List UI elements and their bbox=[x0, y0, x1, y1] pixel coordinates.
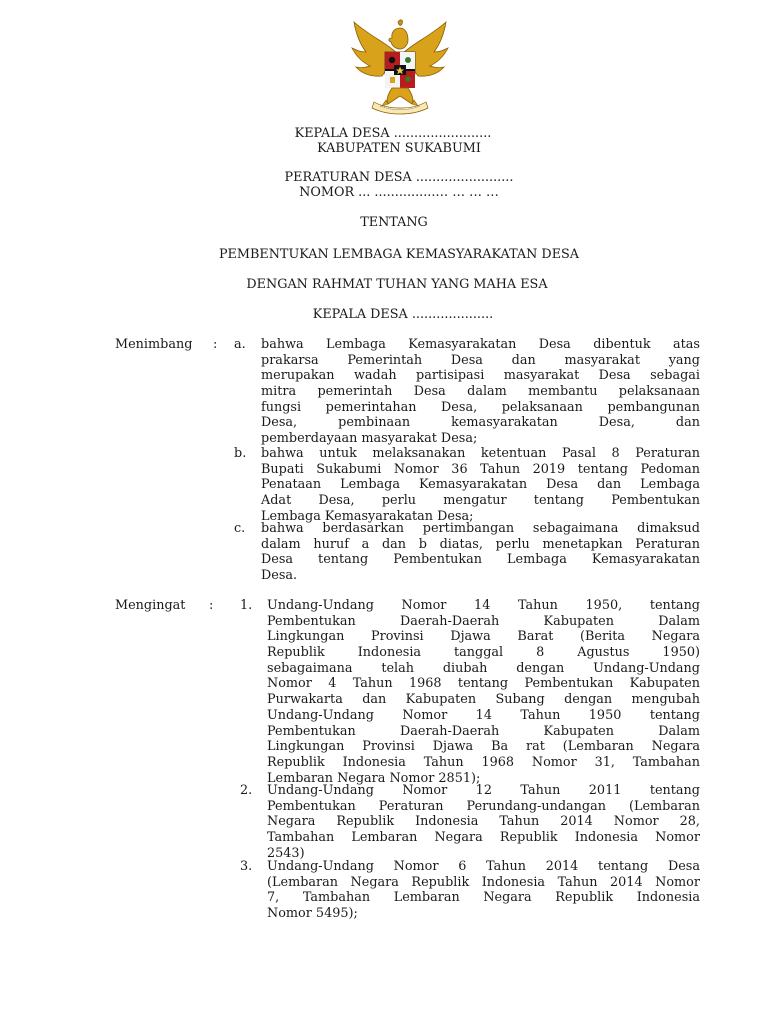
text-line: Penataan Lembaga Kemasyarakatan Desa dan Lembaga bbox=[261, 477, 700, 493]
text-line: bahwa Lembaga Kemasyarakatan Desa dibentuk atas bbox=[261, 337, 700, 352]
text-line: dalam huruf a dan b diatas, perlu menetapkan Peraturan bbox=[261, 536, 700, 552]
text-line: pemberdayaan masyarakat Desa; bbox=[261, 431, 478, 447]
text-line: sebagaimana telah diubah dengan Undang-Undang bbox=[267, 660, 700, 676]
text-line: (Lembaran Negara Republik Indonesia Tahun 2014 Nomor bbox=[267, 874, 700, 890]
mengingat-item-1 bbox=[267, 598, 700, 786]
mengingat-item-3 bbox=[267, 859, 700, 922]
text-line: Bupati Sukabumi Nomor 36 Tahun 2019 tentang Pedoman bbox=[261, 461, 700, 477]
title-line2: KABUPATEN SUKABUMI bbox=[317, 141, 481, 156]
text-line: 7, Tambahan Lembaran Negara Republik Indonesia bbox=[267, 890, 700, 906]
mengingat-marker-1: 1. bbox=[240, 598, 253, 613]
text-line: Republik Indonesia tanggal 8 Agustus 1950) bbox=[267, 645, 700, 661]
text-line: Lingkungan Provinsi Djawa Barat (Berita Negara bbox=[267, 629, 700, 645]
mengingat-label: Mengingat bbox=[115, 598, 186, 613]
regulation-number: NOMOR ... ...............… … … … bbox=[299, 185, 499, 200]
text-line: Undang-Undang Nomor 12 Tahun 2011 tentang bbox=[267, 783, 700, 798]
text-line: Tambahan Lembaran Negara Republik Indonesia Nomor bbox=[267, 830, 700, 846]
text-line: Desa tentang Pembentukan Lembaga Kemasyarakatan bbox=[261, 552, 700, 568]
menimbang-marker-b: b. bbox=[234, 446, 247, 461]
text-line: Pembentukan Peraturan Perundang-undangan (Lembaran bbox=[267, 798, 700, 814]
regulation-line1: PERATURAN DESA ........................ bbox=[284, 170, 514, 185]
text-line: Purwakarta dan Kabupaten Subang dengan mengubah bbox=[267, 692, 700, 708]
menimbang-item-c bbox=[261, 521, 700, 584]
text-line: 2543) bbox=[267, 845, 305, 861]
text-line: Adat Desa, perlu mengatur tentang Pembentukan bbox=[261, 493, 700, 509]
rahmat-heading: DENGAN RAHMAT TUHAN YANG MAHA ESA bbox=[246, 277, 548, 292]
menimbang-marker-a: a. bbox=[234, 337, 246, 352]
kepala-desa-heading: KEPALA DESA .................... bbox=[312, 307, 494, 322]
mengingat-item-2 bbox=[267, 783, 700, 861]
motto-ribbon bbox=[372, 102, 428, 114]
text-line: Lembaran Negara Nomor 2851); bbox=[267, 770, 481, 786]
text-line: Undang-Undang Nomor 6 Tahun 2014 tentang Desa bbox=[267, 859, 700, 874]
text-line: Nomor 5495); bbox=[267, 906, 358, 922]
text-line: prakarsa Pemerintah Desa dan masyarakat yang bbox=[261, 352, 700, 368]
text-line: Lingkungan Provinsi Djawa Ba rat (Lembaran Negara bbox=[267, 739, 700, 755]
mengingat-marker-3: 3. bbox=[240, 859, 253, 874]
text-line: Lembaga Kemasyarakatan Desa; bbox=[261, 508, 474, 524]
text-line: Pembentukan Daerah-Daerah Kabupaten Dalam bbox=[267, 723, 700, 739]
text-line: Undang-Undang Nomor 14 Tahun 1950, tentang bbox=[267, 598, 700, 613]
text-line: Desa. bbox=[261, 568, 298, 584]
mengingat-colon: : bbox=[209, 598, 214, 613]
text-line: Undang-Undang Nomor 14 Tahun 1950 tentang bbox=[267, 707, 700, 723]
tentang-heading: TENTANG bbox=[360, 215, 428, 230]
garuda-pancasila-emblem bbox=[348, 14, 452, 116]
menimbang-item-b bbox=[261, 446, 700, 524]
shield bbox=[385, 52, 415, 90]
text-line: Republik Indonesia Tahun 1968 Nomor 31, Tambahan bbox=[267, 754, 700, 770]
text-line: fungsi pemerintahan Desa, pelaksanaan pembangunan bbox=[261, 399, 700, 415]
text-line: bahwa untuk melaksanakan ketentuan Pasal 8 Peraturan bbox=[261, 446, 700, 461]
subject-heading: PEMBENTUKAN LEMBAGA KEMASYARAKATAN DESA bbox=[218, 247, 580, 262]
text-line: Desa, pembinaan kemasyarakatan Desa, dan bbox=[261, 415, 700, 431]
text-line: Nomor 4 Tahun 1968 tentang Pembentukan Kabupaten bbox=[267, 676, 700, 692]
menimbang-label: Menimbang bbox=[115, 337, 193, 352]
text-line: mitra pemerintah Desa dalam membantu pelaksanaan bbox=[261, 384, 700, 400]
text-line: Negara Republik Indonesia Tahun 2014 Nomor 28, bbox=[267, 814, 700, 830]
menimbang-colon: : bbox=[213, 337, 218, 352]
text-line: Pembentukan Daerah-Daerah Kabupaten Dalam bbox=[267, 613, 700, 629]
text-line: merupakan wadah partisipasi masyarakat Desa sebagai bbox=[261, 368, 700, 384]
menimbang-marker-c: c. bbox=[234, 521, 246, 536]
menimbang-item-a bbox=[261, 337, 700, 447]
title-line1: KEPALA DESA ........................ bbox=[294, 126, 492, 141]
garuda-tail bbox=[387, 88, 413, 104]
text-line: bahwa berdasarkan pertimbangan sebagaimana dimaksud bbox=[261, 521, 700, 536]
garuda-head bbox=[389, 20, 408, 49]
mengingat-marker-2: 2. bbox=[240, 783, 253, 798]
